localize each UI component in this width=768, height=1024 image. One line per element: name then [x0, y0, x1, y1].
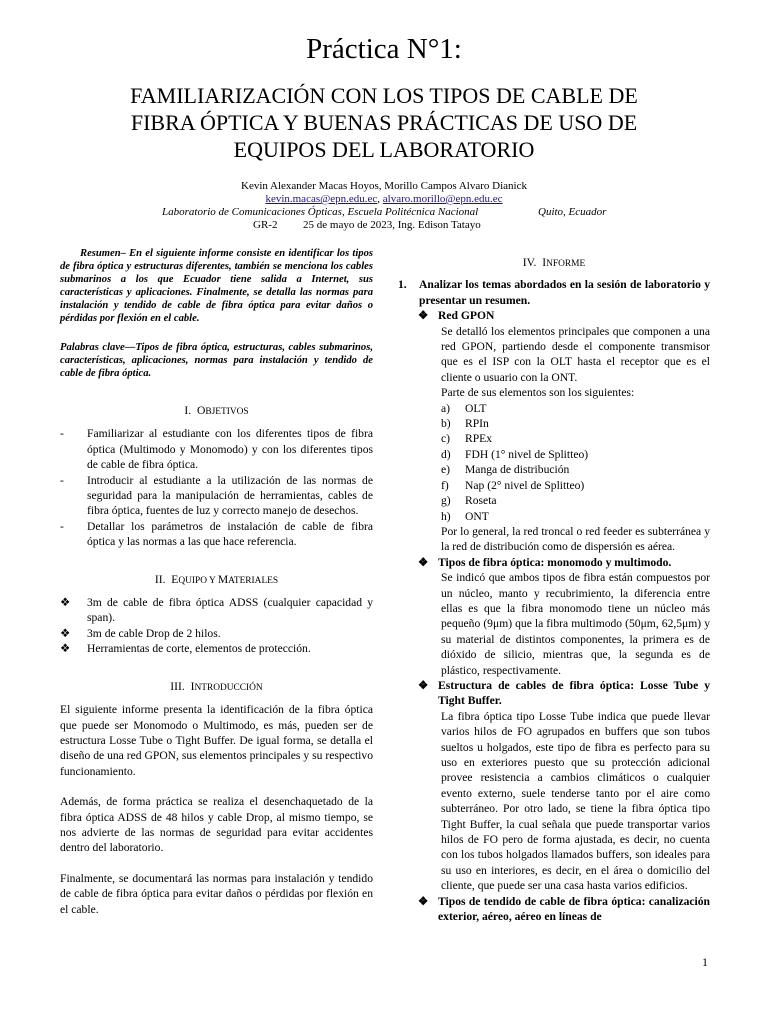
diamond-bullet-icon: ❖ [60, 642, 71, 656]
intro-paragraph-2: Además, de forma práctica se realiza el desenchaquetado de la fibra óptica ADSS de 48 hilos y cable Drop, al mismo tiempo, se nos advierte de las normas de seguridad para evitar accidentes dentro del laboratorio. [60, 795, 373, 855]
keywords: Palabras clave—Tipos de fibra óptica, estructuras, cables submarinos, características, aplicaciones, normas para instalación y tendido de cable de fibra óptica. [60, 342, 373, 379]
paper-title-line-1: FAMILIARIZACIÓN CON LOS TIPOS DE CABLE DE [130, 83, 638, 108]
right-column [398, 255, 710, 924]
material-item: ❖ 3m de cable de fibra óptica ADSS (cualquier capacidad y span). [60, 596, 373, 625]
intro-paragraph-1: El siguiente informe presenta la identificación de la fibra óptica que puede ser Monomodo o Multimodo, es más, pueden ser de estructura Losse Tube o Tight Buffer. De igual forma, se detalla el diseño de una red GPON, sus elementos principales y su respectivo funcionamiento. [60, 703, 373, 778]
section-heading-informe: IV. INFORME [522, 256, 586, 269]
paper-title-line-3: EQUIPOS DEL LABORATORIO [233, 137, 535, 162]
subsection-tipos-fibra: ❖ Tipos de fibra óptica: monomodo y multimodo. [418, 555, 672, 569]
diamond-bullet-icon: ❖ [60, 596, 71, 610]
affiliation: Laboratorio de Comunicaciones Ópticas, Escuela Politécnica Nacional [162, 206, 479, 218]
material-item: ❖ Herramientas de corte, elementos de protección. [60, 642, 311, 656]
material-item: ❖ 3m de cable Drop de 2 hilos. [60, 626, 221, 640]
intro-paragraph-3: Finalmente, se documentará las normas para instalación y tendido de cable de fibra óptica para evitar daños o pérdidas por flexión en el cable. [60, 871, 373, 916]
diamond-bullet-icon: ❖ [418, 309, 429, 323]
abstract-text: En el siguiente informe consiste en identificar los tipos de fibra óptica y estructuras diferentes, también se menciona los cables submarinos a los que Ecuador tiene salida a Internet, sus características y aplicaciones. Finalmente, se detalla las normas para instalación y tendido de cable de fibra óptica para evitar daños o pérdidas por flexión en el cable. [60, 248, 373, 324]
section-heading-objetivos: I. OBJETIVOS [184, 404, 249, 417]
list-item: a) OLT [441, 401, 487, 415]
subsection-estructura: ❖ Estructura de cables de fibra óptica: Losse Tube y Tight Buffer. [418, 678, 710, 708]
location: Quito, Ecuador [538, 206, 607, 218]
red-gpon-text: Se detalló los elementos principales que componen a una red GPON, partiendo desde el componente transmisor que es el ISP con la OLT hasta el receptor que es el cliente o usuario con la ONT. [441, 324, 710, 384]
list-item: d) FDH (1° nivel de Splitteo) [441, 447, 589, 461]
email-separator: , [377, 193, 383, 205]
elements-list [398, 401, 710, 524]
diamond-bullet-icon: ❖ [418, 555, 429, 569]
objective-item: - Introducir al estudiante a la utilización de las normas de seguridad para la manipulación de herramientas, cables de fibra óptica, fuentes de luz y correcto manejo de desechos. [60, 473, 373, 518]
tipos-text: Se indicó que ambos tipos de fibra están compuestos por un núcleo, manto y recubrimiento, la diferencia entre ellas es que la fibra monomodo tiene un núcleo más pequeño (9μm) que la fibra multimodo (50μm, 62,5μm) y su material de distintos componentes, la primera es de dióxido de silicio, mientras que, la segunda es de plástico, respectivamente. [441, 571, 710, 677]
estructura-text: La fibra óptica tipo Losse Tube indica que puede llevar varios hilos de FO agrupados en buffers que son tubos sueltos u holgados, este tipo de fibra es perfecto para su uso en exteriores puesto que su protección adicional provee resistencia a cambios climáticos o cualquier evento externo, suele tenderse tanto por el aire como subterráneo. Por otro lado, se tiene la fibra óptica tipo Tight Buffer, la cual señala que puede transportar varios hilos de FO pero de forma ajustada, es decir, no cuenta con los tubos holgados llamados buffers, son ideales para su uso en interiores, es decir, en el área o domicilio del cliente, que puede ser una casa hasta varios edificios. [441, 709, 710, 893]
paper-title-line-2: FIBRA ÓPTICA Y BUENAS PRÁCTICAS DE USO DE [130, 110, 638, 135]
list-item: e) Manga de distribución [441, 463, 570, 477]
page-number: 1 [702, 955, 708, 969]
section-heading-equipo: II. EQUIPO Y MATERIALES [154, 572, 279, 586]
subsection-red-gpon: ❖ Red GPON [418, 309, 495, 323]
authors: Kevin Alexander Macas Hoyos, Morillo Campos Alvaro Dianick [241, 180, 527, 192]
emails [0, 193, 768, 206]
list-item: c) RPEx [441, 432, 493, 446]
informe-item-1: 1. Analizar los temas abordados en la sesión de laboratorio y presentar un resumen. [398, 278, 710, 307]
left-column [60, 247, 373, 917]
diamond-bullet-icon: ❖ [418, 894, 429, 908]
date-line: 25 de mayo de 2023, Ing. Edison Tatayo [303, 219, 481, 231]
subsection-tendido: ❖ Tipos de tendido de cable de fibra óptica: canalización exterior, aéreo, aéreo en líneas de [418, 894, 710, 924]
diamond-bullet-icon: ❖ [60, 626, 71, 640]
elements-intro: Parte de sus elementos son los siguientes: [441, 386, 635, 400]
diamond-bullet-icon: ❖ [418, 678, 429, 692]
abstract-label: Resumen– [80, 248, 126, 259]
email-link-2[interactable]: alvaro.morillo@epn.edu.ec [382, 193, 503, 205]
list-item: f) Nap (2° nivel de Splitteo) [441, 478, 585, 492]
objective-item: - Detallar los parámetros de instalación de cable de fibra óptica y las normas a las que hace referencia. [60, 519, 373, 549]
practice-title: Práctica N°1: [306, 33, 462, 65]
email-link-1[interactable]: kevin.macas@epn.edu.ec [265, 193, 378, 205]
section-heading-introduccion: III. INTRODUCCIÓN [170, 679, 263, 693]
objective-item: - Familiarizar al estudiante con los diferentes tipos de fibra óptica (Multimodo y Monomodo) y con los diferentes tipos de cable de fibra óptica. [60, 427, 373, 472]
list-item: b) RPIn [441, 417, 489, 431]
list-item: g) Roseta [441, 494, 497, 508]
list-item: h) ONT [441, 509, 489, 523]
troncal-text: Por lo general, la red troncal o red feeder es subterránea y la red de distribución como de dispersión es aérea. [441, 524, 710, 554]
abstract [60, 247, 373, 325]
group: GR-2 [253, 219, 278, 231]
